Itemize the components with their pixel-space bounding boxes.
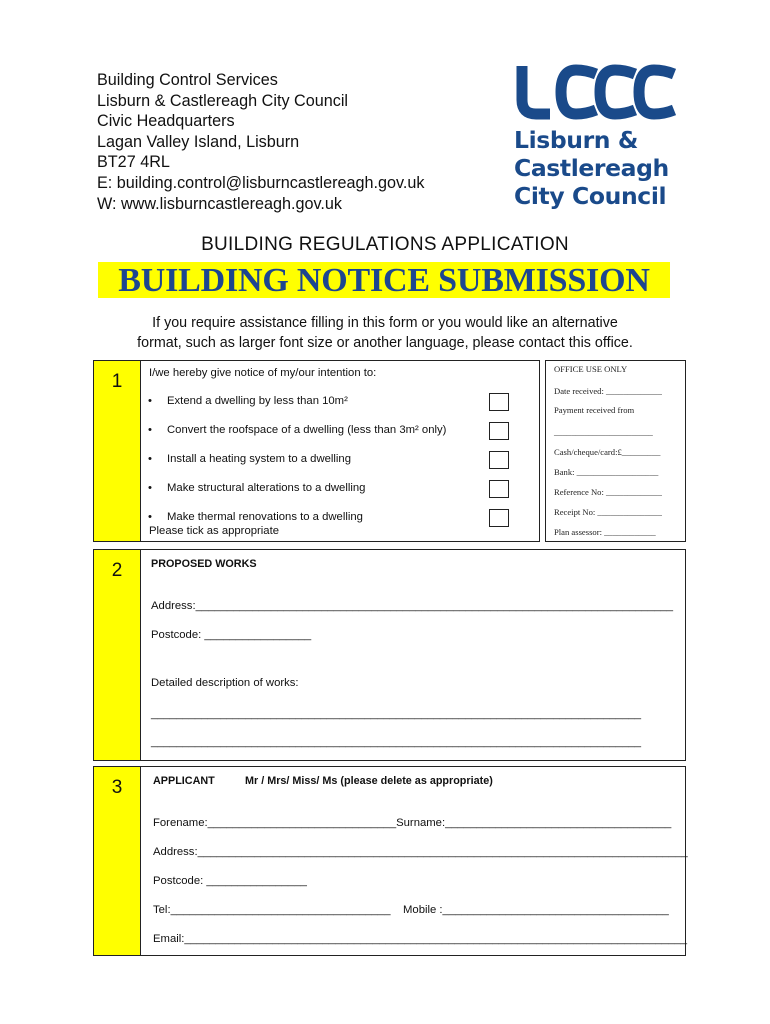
website-line: W: www.lisburncastlereagh.gov.uk — [97, 194, 343, 213]
payment-received-label: Payment received from — [554, 405, 635, 415]
plan-assessor-field[interactable]: Plan assessor: ____________ — [554, 527, 656, 537]
applicant-postcode-field[interactable]: Postcode: ________________ — [153, 875, 307, 887]
form-subtitle: BUILDING NOTICE SUBMISSION — [98, 262, 670, 298]
section-number-badge — [94, 550, 141, 760]
option-thermal-renovations: Make thermal renovations to a dwelling — [167, 511, 363, 523]
works-address-field[interactable]: Address:____________________________________________________________________________ — [151, 600, 674, 612]
section-number: 3 — [111, 777, 123, 798]
email-field[interactable]: Email:________________________________________________________________________________ — [153, 933, 688, 945]
bullet: • — [148, 511, 152, 523]
office-use-box — [545, 360, 686, 542]
option-convert-roofspace: Convert the roofspace of a dwelling (less than 3m² only) — [167, 424, 447, 436]
address-line: Lisburn & Castlereagh City Council — [97, 91, 349, 110]
logo-text-line: City Council — [514, 182, 667, 210]
forename-surname-fields[interactable]: Forename:______________________________Surname:____________________________________ — [153, 817, 672, 829]
works-description-label: Detailed description of works: — [151, 677, 299, 689]
checkbox-extend-dwelling[interactable] — [489, 393, 509, 411]
applicant-title-options: Mr / Mrs/ Miss/ Ms (please delete as appropriate) — [245, 775, 493, 787]
logo-text-line: Castlereagh — [514, 154, 669, 182]
bullet: • — [148, 482, 152, 494]
section-number-badge — [94, 361, 141, 541]
checkbox-structural-alterations[interactable] — [489, 480, 509, 498]
logo-text-line: Lisburn & — [514, 126, 638, 154]
section-1-notice — [93, 360, 540, 542]
section-3-applicant — [93, 766, 686, 956]
checkbox-heating-system[interactable] — [489, 451, 509, 469]
address-line: Building Control Services — [97, 71, 278, 89]
tick-note: Please tick as appropriate — [149, 525, 279, 537]
bullet: • — [148, 395, 152, 407]
form-title: BUILDING REGULATIONS APPLICATION — [201, 234, 569, 255]
option-structural-alterations: Make structural alterations to a dwelling — [167, 482, 366, 494]
tel-field[interactable]: Tel:___________________________________ — [153, 904, 391, 916]
option-heating-system: Install a heating system to a dwelling — [167, 453, 351, 465]
section-heading: APPLICANT — [153, 775, 215, 787]
address-line: Lagan Valley Island, Lisburn — [97, 132, 300, 151]
address-line: BT27 4RL — [97, 153, 170, 172]
checkbox-thermal-renovations[interactable] — [489, 509, 509, 527]
council-logo — [512, 62, 692, 214]
date-received-field[interactable]: Date received: _____________ — [554, 386, 662, 396]
assistance-note — [0, 313, 770, 353]
works-description-line[interactable]: ______________________________________________________________________________ — [151, 708, 642, 720]
applicant-address-field[interactable]: Address:______________________________________________________________________________ — [153, 846, 688, 858]
works-description-line[interactable]: ______________________________________________________________________________ — [151, 736, 642, 748]
mobile-field[interactable]: Mobile :____________________________________ — [403, 904, 669, 916]
assistance-line: If you require assistance filling in this form or you would like an alternative — [152, 315, 618, 331]
assistance-line: format, such as larger font size or another language, please contact this office. — [137, 335, 633, 351]
reference-no-field[interactable]: Reference No: _____________ — [554, 487, 662, 497]
office-use-title: OFFICE USE ONLY — [554, 364, 628, 374]
section-number-badge — [94, 767, 141, 955]
notice-intro: I/we hereby give notice of my/our intention to: — [149, 367, 377, 379]
section-number: 2 — [111, 560, 123, 581]
council-address-block — [97, 70, 424, 214]
bullet: • — [148, 453, 152, 465]
section-2-proposed-works — [93, 549, 686, 761]
lccc-logo-mark-icon — [512, 62, 688, 122]
receipt-no-field[interactable]: Receipt No: _______________ — [554, 507, 662, 517]
section-number: 1 — [111, 371, 123, 392]
option-extend-dwelling: Extend a dwelling by less than 10m² — [167, 395, 348, 407]
works-postcode-field[interactable]: Postcode: _________________ — [151, 629, 312, 641]
address-line: Civic Headquarters — [97, 112, 235, 131]
payment-from-field[interactable]: _______________________ — [554, 427, 653, 437]
bullet: • — [148, 424, 152, 436]
section-heading: PROPOSED WORKS — [151, 558, 257, 570]
email-line: E: building.control@lisburncastlereagh.gov.uk — [97, 173, 425, 192]
checkbox-convert-roofspace[interactable] — [489, 422, 509, 440]
bank-field[interactable]: Bank: ___________________ — [554, 467, 659, 477]
payment-method-field[interactable]: Cash/cheque/card:£_________ — [554, 447, 661, 457]
